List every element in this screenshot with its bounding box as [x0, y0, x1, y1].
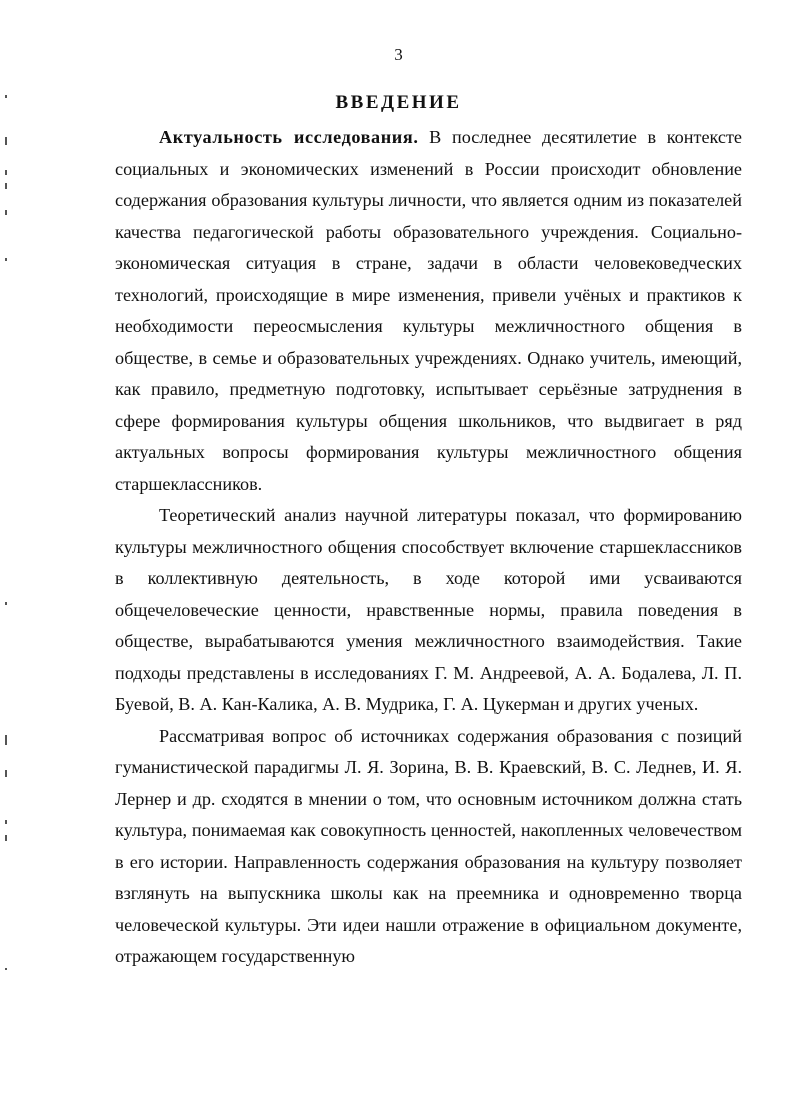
paragraph-text: Теоретический анализ научной литературы показал, что формированию культуры межличностного общения способствует включение старшеклассников в коллективную деятельность, в ходе которой ими усваиваются общечеловеческие ценности, нравственные нормы, правила поведения в обществе, вырабатываются умения межличностного взаимодействия. Такие подходы представлены в исследованиях Г. М. Андреевой, А. А. Бодалева, Л. П. Буевой, В. А. Кан-Калика, А. В. Мудрика, Г. А. Цукерман и других ученых. — [115, 505, 742, 714]
paragraph-theory — [115, 500, 742, 721]
paragraph-text: В последнее десятилетие в контексте социальных и экономических изменений в России происходит обновление содержания образования культуры личности, что является одним из показателей качества педагогической работы образовательного учреждения. Социально-экономическая ситуация в стране, задачи в области человековедческих технологий, происходящие в мире изменения, привели учёных и практиков к необходимости переосмысления культуры межличностного общения в обществе, в семье и образовательных учреждениях. Однако учитель, имеющий, как правило, предметную подготовку, испытывает серьёзные затруднения в сфере формирования культуры общения школьников, что выдвигает в ряд актуальных вопросы формирования культуры межличностного общения старшеклассников. — [115, 127, 743, 494]
scan-mark — [5, 137, 7, 145]
scan-mark — [5, 170, 7, 175]
page-number: 3 — [394, 45, 403, 64]
scan-mark — [5, 602, 7, 605]
scan-mark — [5, 210, 7, 215]
scan-mark — [5, 968, 7, 970]
scan-mark — [5, 835, 7, 841]
scan-mark — [5, 258, 7, 261]
paragraph-relevance — [115, 122, 742, 500]
scan-mark — [5, 735, 7, 745]
scan-mark — [5, 820, 7, 824]
scan-mark — [5, 770, 7, 777]
scan-mark — [5, 183, 7, 189]
page-title: ВВЕДЕНИЕ — [335, 92, 462, 113]
document-body — [115, 122, 742, 973]
section-lead: Актуальность исследования. — [159, 127, 419, 147]
scan-margin-marks — [0, 0, 20, 1103]
paragraph-text: Рассматривая вопрос об источниках содержания образования с позиций гуманистической парадигмы Л. Я. Зорина, В. В. Краевский, В. С. Леднев, И. Я. Лернер и др. сходятся в мнении о том, что основным источником должна стать культура, понимаемая как совокупность ценностей, накопленных человечеством в его истории. Направленность содержания образования на культуру позволяет взглянуть на выпускника школы как на преемника и одновременно творца человеческой культуры. Эти идеи нашли отражение в официальном документе, отражающем государственную — [115, 725, 742, 966]
paragraph-sources — [115, 721, 742, 973]
